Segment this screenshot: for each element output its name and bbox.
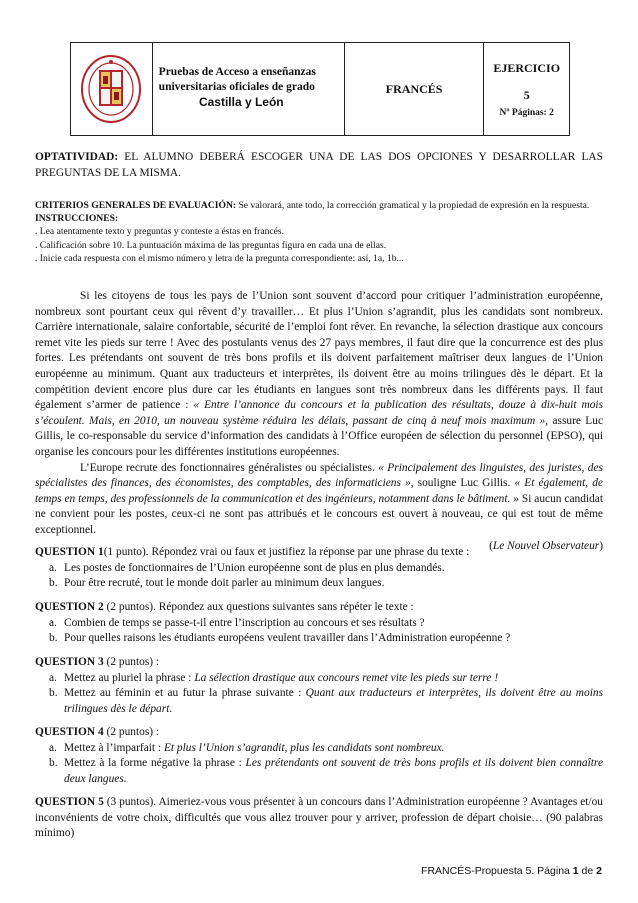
title-line-1: Pruebas de Acceso a enseñanzas — [158, 66, 316, 78]
footer-total: 2 — [596, 865, 602, 877]
item-phrase: Les prétendants ont souvent de très bons profils et ils doivent bien connaître deux langues. — [64, 757, 603, 785]
question-label: QUESTION 3 — [35, 656, 104, 668]
instruction-item: . Inicie cada respuesta con el mismo número y letra de la pregunta correspondiente: así, 1a, 1b... — [35, 252, 404, 264]
question-intro: (2 puntos) : — [103, 656, 160, 668]
item-text: Mettez à l’imparfait : — [64, 741, 164, 754]
p2-text-a: L’Europe recrute des fonctionnaires généralistes ou spécialistes. — [80, 461, 379, 474]
item-text: Mettez à la forme négative la phrase : — [64, 757, 246, 770]
question-label: QUESTION 1 — [35, 546, 104, 558]
item-phrase: Quant aux traducteurs et interprètes, ils doivent être au moins trilingues dès le départ — [64, 687, 603, 715]
title-line-2: universitarias oficiales de grado — [158, 81, 315, 93]
optatividad-text: EL ALUMNO DEBERÁ ESCOGER UNA DE LAS DOS OPCIONES Y DESARROLLAR LAS PREGUNTAS DE LA MISMA. — [35, 151, 603, 179]
logo-cell — [71, 43, 153, 135]
item-text: Pour quelles raisons les étudiants européens veulent travailler dans l’Administration européenne ? — [64, 632, 511, 645]
university-seal-icon — [80, 54, 142, 124]
header-table — [70, 42, 570, 136]
instrucciones-label: INSTRUCCIONES: — [35, 213, 119, 225]
question-item — [35, 686, 603, 717]
footer-page: 1 — [572, 865, 579, 877]
item-letter: b. — [49, 632, 58, 645]
p2-text-c: » Si aucun candidat ne convient pour les postes, ceux-ci ne sont pas attribués et le concours est ouvert à nouveau, ce qui est tout de même exceptionnel. — [35, 492, 603, 536]
title-cell — [153, 43, 345, 135]
item-letter: b. — [49, 687, 58, 700]
source-open: ( — [489, 539, 493, 552]
footer-prefix: FRANCÉS-Propuesta 5. Página — [421, 865, 573, 877]
exercise-cell — [484, 43, 569, 135]
p1-text-b: , assure Luc Gillis, le co-responsable du service d’information des candidats à l’Office européen de sélection du personnel (EPSO), qui organise les concours pour les différentes institutions européennes. — [35, 414, 603, 458]
question-intro: (1 punto). Répondez vrai ou faux et justifiez la réponse par une phrase du texte : — [103, 546, 470, 558]
question-intro: (2 puntos). Répondez aux questions suivantes sans répéter le texte : — [103, 601, 414, 613]
exercise-number: 5 — [523, 88, 530, 102]
p2-text-b: , souligne Luc Gillis. — [410, 477, 515, 490]
question-label: QUESTION 4 — [35, 726, 104, 738]
paragraph-1 — [35, 289, 603, 461]
item-letter: a. — [49, 671, 57, 684]
instruction-item: . Lea atentamente texto y preguntas y conteste a éstas en francés. — [35, 226, 285, 238]
p2-quote-2: « Et également, de temps en temps, des professionnels de la communication et des ingénieurs, notamment dans le bâtiment. — [35, 477, 603, 505]
page-footer — [421, 865, 602, 877]
optatividad-section — [35, 150, 603, 181]
question-item — [35, 616, 603, 632]
question-text: (3 puntos). Aimeriez-vous vous présenter à un concours dans l’Administration européenne ? Avantages et/ou inconvénients de votre choix, difficultés que vous allez trouver pour y arriver, profession de départ choisie… (90 palabras mínimo) — [35, 796, 603, 840]
p2-quote-1: « Principalement des linguistes, des juristes, des spécialistes des finances, des économistes, des comptables, des informaticiens » — [35, 461, 603, 490]
question-1 — [35, 545, 603, 592]
item-text: Mettez au pluriel la phrase : — [64, 671, 195, 684]
criterios-section — [35, 199, 603, 265]
question-item — [35, 756, 603, 787]
source-name: Le Nouvel Observateur — [492, 539, 600, 552]
item-text: Mettez au féminin et au futur la phrase suivante : — [64, 687, 306, 700]
item-letter: a. — [49, 561, 57, 574]
source-close: ) — [599, 539, 603, 552]
question-item — [35, 576, 603, 592]
item-letter: a. — [49, 616, 57, 629]
item-phrase: Et plus l’Union s’agrandit, plus les candidats sont nombreux. — [163, 741, 445, 754]
pages-count: Nº Páginas: 2 — [499, 108, 554, 118]
item-text: Pour être recruté, tout le monde doit parler au minimum deux langues. — [64, 577, 385, 590]
question-3 — [35, 655, 603, 717]
region-name: Castilla y León — [198, 95, 284, 109]
item-letter: b. — [49, 577, 58, 590]
question-intro: (2 puntos) : — [103, 726, 160, 738]
criterios-label: CRITERIOS GENERALES DE EVALUACIÓN: — [35, 200, 237, 211]
item-phrase: La sélection drastique aux concours remet vite les pieds sur terre ! — [194, 671, 499, 684]
item-text: Combien de temps se passe-t-il entre l’inscription au concours et ses résultats ? — [64, 616, 425, 629]
question-item — [35, 631, 603, 647]
item-letter: a. — [49, 741, 57, 754]
criterios-text: Se valorará, ante todo, la corrección gramatical y la propiedad de expresión en la respuesta. — [236, 200, 590, 211]
instruction-item: . Calificación sobre 10. La puntuación máxima de las preguntas figura en cada una de ellas. — [35, 239, 387, 251]
question-item — [35, 671, 603, 687]
item-tail: . — [169, 702, 173, 715]
footer-mid: de — [578, 865, 597, 877]
language-name: FRANCÉS — [385, 81, 443, 96]
question-item — [35, 741, 603, 757]
question-4 — [35, 725, 603, 787]
exercise-label: EJERCICIO — [493, 61, 561, 75]
question-item — [35, 561, 603, 577]
language-cell — [345, 43, 484, 135]
item-letter: b. — [49, 757, 58, 770]
optatividad-label: OPTATIVIDAD: — [35, 151, 119, 163]
paragraph-2 — [35, 461, 603, 539]
item-text: Les postes de fonctionnaires de l’Union européenne sont de plus en plus demandés. — [64, 561, 445, 574]
reading-text — [35, 289, 603, 554]
p1-quote: « Entre l’annonce du concours et la publication des résultats, douze à dix-huit mois s’écoulent. Mais, en 2010, un nouveau système réduira les délais, passant de cinq à neuf mois maximum » — [35, 399, 604, 427]
question-label: QUESTION 5 — [35, 796, 104, 808]
p1-text-a: Si les citoyens de tous les pays de l’Union sont souvent d’accord pour critiquer l’administration européenne, nombreux sont pourtant ceux qui rêvent d’y travailler… Et plus l’Union s’agrandit, plus les candidats sont nombreux. Carrière internationale, salaire confortable, sécurité de l’emploi font rêver. En revanche, la sélection drastique aux concours remet vite les pieds sur terre ! Avec des postulants venus des 27 pays membres, il faut dire que la concurrence est des plus fortes. Les prétendants ont souvent de très bons profils et ils doivent parfaitement maîtriser deux langues de l’Union européenne au minimum. Quant aux traducteurs et interprètes, ils doivent être au moins trilingues dès le départ. Et la compétition devient encore plus dure car les étudiants en langues sont très nombreux dans les différents pays. Il faut également s’armer de patience : — [35, 290, 603, 412]
question-label: QUESTION 2 — [35, 601, 104, 613]
question-2 — [35, 600, 603, 647]
question-5 — [35, 795, 603, 842]
